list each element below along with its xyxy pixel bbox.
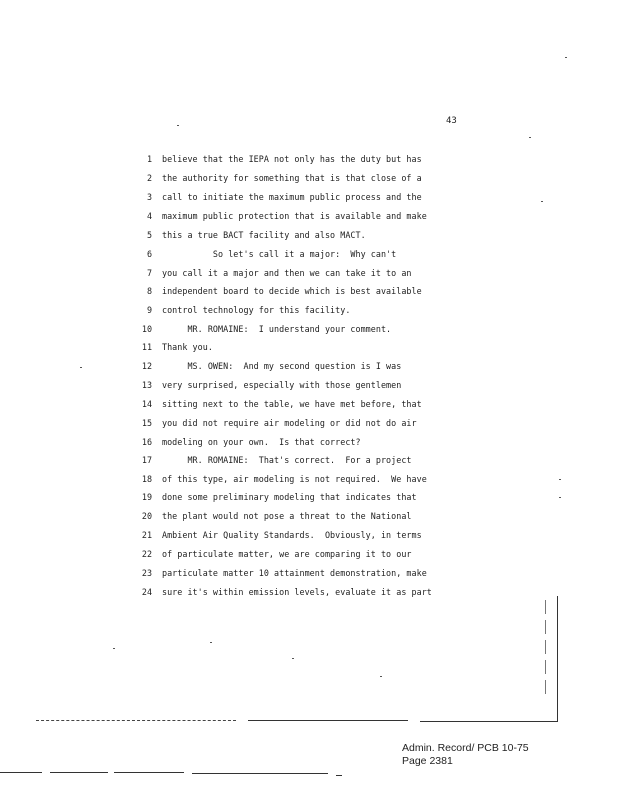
- scan-speck: [565, 57, 567, 58]
- line-number: 20: [141, 511, 152, 521]
- line-number: 22: [141, 549, 152, 559]
- line-text: of particulate matter, we are comparing it to our: [162, 549, 412, 559]
- scan-speck: [541, 201, 543, 202]
- line-number: 15: [141, 418, 152, 428]
- scan-speck: [210, 642, 212, 643]
- bottom-border-line: [36, 720, 236, 722]
- line-number: 9: [146, 305, 152, 315]
- line-number: 21: [141, 530, 152, 540]
- line-number: 17: [141, 455, 152, 465]
- line-text: believe that the IEPA not only has the duty but has: [162, 154, 422, 164]
- transcript-line: [0, 171, 618, 185]
- line-number: 18: [141, 474, 152, 484]
- line-number: 2: [146, 173, 152, 183]
- line-text: Ambient Air Quality Standards. Obviously, in terms: [162, 530, 422, 540]
- line-text: done some preliminary modeling that indicates that: [162, 492, 417, 502]
- scan-speck: [559, 497, 561, 498]
- line-number: 16: [141, 437, 152, 447]
- transcript-line: [0, 228, 618, 242]
- line-number: 23: [141, 568, 152, 578]
- line-number: 4: [146, 211, 152, 221]
- line-number: 13: [141, 380, 152, 390]
- transcript-line: [0, 190, 618, 204]
- line-text: of this type, air modeling is not required. We have: [162, 474, 427, 484]
- line-text: MS. OWEN: And my second question is I was: [162, 361, 402, 371]
- line-number: 10: [141, 324, 152, 334]
- transcript-line: [0, 266, 618, 280]
- scan-speck: [177, 125, 179, 126]
- line-number: 5: [146, 230, 152, 240]
- scan-speck: [529, 137, 531, 138]
- line-text: particulate matter 10 attainment demonstration, make: [162, 568, 427, 578]
- transcript-line: [0, 152, 618, 166]
- line-text: modeling on your own. Is that correct?: [162, 437, 361, 447]
- line-text: independent board to decide which is best available: [162, 286, 422, 296]
- line-text: this a true BACT facility and also MACT.: [162, 230, 366, 240]
- line-text: control technology for this facility.: [162, 305, 351, 315]
- transcript-line: [0, 453, 618, 467]
- scan-speck: [113, 648, 115, 649]
- transcript-line: [0, 340, 618, 354]
- line-text: Thank you.: [162, 342, 213, 352]
- scan-edge-line: [545, 600, 546, 614]
- scan-edge-line: [545, 620, 546, 634]
- transcript-line: [0, 322, 618, 336]
- transcript-line: [0, 435, 618, 449]
- line-number: 19: [141, 492, 152, 502]
- line-text: So let's call it a major: Why can't: [162, 249, 397, 259]
- admin-record-line: Admin. Record/ PCB 10-75: [402, 742, 529, 754]
- admin-record-stamp: [402, 742, 529, 768]
- footer-rule: [192, 773, 328, 774]
- line-text: very surprised, especially with those gentlemen: [162, 380, 402, 390]
- line-text: the plant would not pose a threat to the National: [162, 511, 412, 521]
- transcript-line: [0, 209, 618, 223]
- line-text: MR. ROMAINE: I understand your comment.: [162, 324, 392, 334]
- footer-rule: [114, 772, 184, 773]
- line-text: MR. ROMAINE: That's correct. For a project: [162, 455, 412, 465]
- transcript-line: [0, 247, 618, 261]
- scan-speck: [559, 479, 561, 480]
- line-number: 6: [146, 249, 152, 259]
- transcript-line: [0, 585, 618, 599]
- scan-speck: [80, 367, 82, 368]
- bottom-border-line: [248, 720, 408, 721]
- scan-edge-line: [545, 680, 546, 694]
- transcript-line: [0, 547, 618, 561]
- line-number: 14: [141, 399, 152, 409]
- transcript-line: [0, 378, 618, 392]
- line-text: sure it's within emission levels, evaluate it as part: [162, 587, 432, 597]
- line-number: 24: [141, 587, 152, 597]
- scan-edge-line: [557, 596, 558, 722]
- line-text: you did not require air modeling or did not do air: [162, 418, 417, 428]
- line-number: 12: [141, 361, 152, 371]
- transcript-line: [0, 416, 618, 430]
- scan-speck: [380, 676, 382, 677]
- transcript-line: [0, 566, 618, 580]
- footer-rule: [336, 775, 342, 776]
- transcript-line: [0, 528, 618, 542]
- transcript-line: [0, 359, 618, 373]
- footer-rule: [0, 772, 42, 773]
- line-number: 7: [146, 268, 152, 278]
- line-number: 8: [146, 286, 152, 296]
- transcript-line: [0, 472, 618, 486]
- transcript-line: [0, 397, 618, 411]
- line-text: call to initiate the maximum public process and the: [162, 192, 422, 202]
- scan-edge-line: [545, 660, 546, 674]
- transcript-line: [0, 303, 618, 317]
- line-number: 1: [146, 154, 152, 164]
- scan-speck: [292, 658, 294, 659]
- line-text: sitting next to the table, we have met before, that: [162, 399, 422, 409]
- scan-edge-line: [545, 640, 546, 654]
- footer-rule: [50, 772, 108, 773]
- page-number: 43: [446, 116, 457, 126]
- line-number: 3: [146, 192, 152, 202]
- line-text: the authority for something that is that close of a: [162, 173, 422, 183]
- line-text: maximum public protection that is available and make: [162, 211, 427, 221]
- line-text: you call it a major and then we can take it to an: [162, 268, 412, 278]
- line-number: 11: [141, 342, 152, 352]
- transcript-line: [0, 490, 618, 504]
- transcript-line: [0, 284, 618, 298]
- page-reference: Page 2381: [402, 755, 453, 767]
- transcript-line: [0, 509, 618, 523]
- bottom-border-line: [420, 721, 558, 722]
